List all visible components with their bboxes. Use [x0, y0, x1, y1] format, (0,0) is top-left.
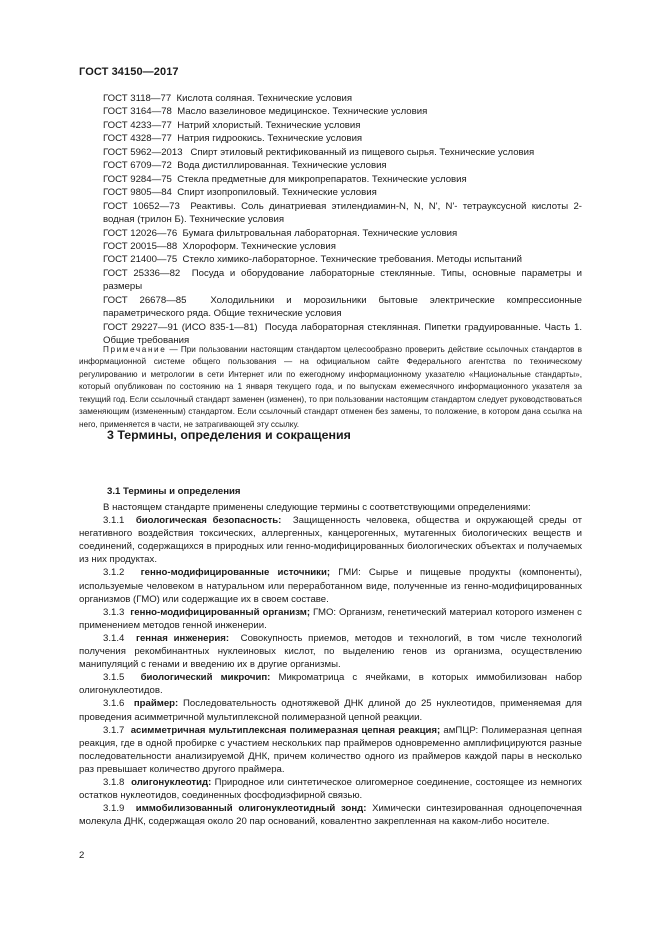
intro-paragraph: В настоящем стандарте применены следующие термины с соответствующими определениями:: [103, 502, 531, 513]
reference-item: ГОСТ 4328—77 Натрия гидроокись. Технические условия: [103, 133, 363, 145]
reference-item: ГОСТ 4233—77 Натрий хлористый. Технические условия: [103, 119, 361, 131]
reference-item: ГОСТ 21400—75 Стекло химико-лабораторное. Технические требования. Методы испытаний: [103, 254, 522, 266]
term-entry: 3.1.4 генная инженерия: Совокупность приемов, методов и технологий, в том числе технологий получения рекомбинантных нуклеиновых кислот, по выделению генов из организма, осуществлению манипуляций с генами и введению их в другие организмы.: [79, 632, 582, 671]
term-entry: 3.1.2 генно-модифицированные источники; ГМИ: Сырье и пищевые продукты (компоненты), используемые человеком в натуральном или переработанном виде, полученные из генно-модифицированных организмов (ГМО) или содержащие их в своем составе.: [79, 567, 583, 605]
reference-item: ГОСТ 25336—82 Посуда и оборудование лабораторные стеклянные. Типы, основные параметры и размеры: [103, 267, 582, 293]
reference-item: ГОСТ 29227—91 (ИСО 835-1—81) Посуда лабораторная стеклянная. Пипетки градуированные. Часть 1. Общие требования: [103, 321, 582, 347]
term-entry: 3.1.1 биологическая безопасность: Защищенность человека, общества и окружающей среды от негативного воздействия токсических, аллергенных, канцерогенных, мутагенных биологических веществ и соединений, содержащихся в природных или генно-модифицированных биологических объектах и получаемых из них продуктах.: [79, 515, 582, 566]
term-entry: 3.1.3 генно-модифицированный организм; ГМО: Организм, генетический материал которого изменен с применением методов генной инженерии.: [79, 606, 582, 631]
page-number: 2: [79, 850, 85, 861]
reference-item: ГОСТ 10652—73 Реактивы. Соль динатриевая этилендиамин-N, N, N', N'- тетрауксусной кислоты 2-водная (трилон Б). Технические условия: [103, 200, 582, 226]
note-block: [79, 344, 582, 431]
note-label: Примечание: [103, 345, 167, 354]
note-text: — При пользовании настоящим стандартом целесообразно проверить действие ссылочных стандартов в информационной системе общего пользования — на официальном сайте Федерального агентства по техническому регулированию и метрологии в сети Интернет или по ежегодному информационному указателю «Национальные стандарты», который опубликован по состоянию на 1 января текущего года, и по выпускам ежемесячного информационного указателя за текущий год. Если ссылочный стандарт заменен (изменен), то при пользовании настоящим стандартом следует руководствоваться заменяющим (измененным) стандартом. Если ссылочный стандарт отменен без замены, то положение, в котором дана ссылка на него, применяется в части, не затрагивающей эту ссылку.: [79, 345, 582, 429]
term-entry: 3.1.7 асимметричная мультиплексная полимеразная цепная реакция; амПЦР: Полимеразная цепная реакция, где в одной пробирке с участием нескольких пар праймеров одновременно амплифицируются разные последовательности анализируемой ДНК, причем количество одного из праймеров каждой пары в несколько раз превышает количество другого праймера.: [79, 724, 582, 775]
reference-item: ГОСТ 20015—88 Хлороформ. Технические условия: [103, 240, 336, 252]
reference-item: ГОСТ 12026—76 Бумага фильтровальная лабораторная. Технические условия: [103, 227, 458, 239]
terms-body: [79, 501, 582, 828]
reference-item: ГОСТ 9805—84 Спирт изопропиловый. Технические условия: [103, 187, 377, 199]
subsection-heading: 3.1 Термины и определения: [107, 486, 241, 497]
reference-item: ГОСТ 6709—72 Вода дистиллированная. Технические условия: [103, 160, 387, 172]
reference-item: ГОСТ 3118—77 Кислота соляная. Технические условия: [103, 93, 353, 104]
reference-item: ГОСТ 3164—78 Масло вазелиновое медицинское. Технические условия: [103, 106, 428, 118]
term-entry: 3.1.6 праймер: Последовательность однотяжевой ДНК длиной до 25 нуклеотидов, применяемая для проведения асимметричной мультиплексной полимеразной цепной реакции.: [79, 698, 582, 723]
reference-item: ГОСТ 9284—75 Стекла предметные для микропрепаратов. Технические условия: [103, 173, 467, 185]
reference-item: ГОСТ 26678—85 Холодильники и морозильники бытовые электрические компрессионные параметрического ряда. Общие технические условия: [103, 294, 582, 320]
reference-item: ГОСТ 5962—2013 Спирт этиловый ректификованный из пищевого сырья. Технические условия: [103, 146, 535, 158]
term-entry: 3.1.8 олигонуклеотид: Природное или синтетическое олигомерное соединение, состоящее из немногих остатков нуклеотидов, соединенных фосфодиэфирной связью.: [79, 776, 582, 802]
term-entry: 3.1.5 биологический микрочип: Микроматрица с ячейками, в которых иммобилизован набор олигонуклеотидов.: [79, 672, 582, 697]
document-header: ГОСТ 34150—2017: [79, 66, 179, 78]
section-heading: 3 Термины, определения и сокращения: [107, 428, 351, 442]
term-entry: 3.1.9 иммобилизованный олигонуклеотидный зонд: Химически синтезированная одноцепочечная молекула ДНК, содержащая около 20 пар оснований, ковалентно закрепленная на каком-либо носителе.: [79, 803, 582, 828]
normative-references-list: [79, 92, 582, 348]
